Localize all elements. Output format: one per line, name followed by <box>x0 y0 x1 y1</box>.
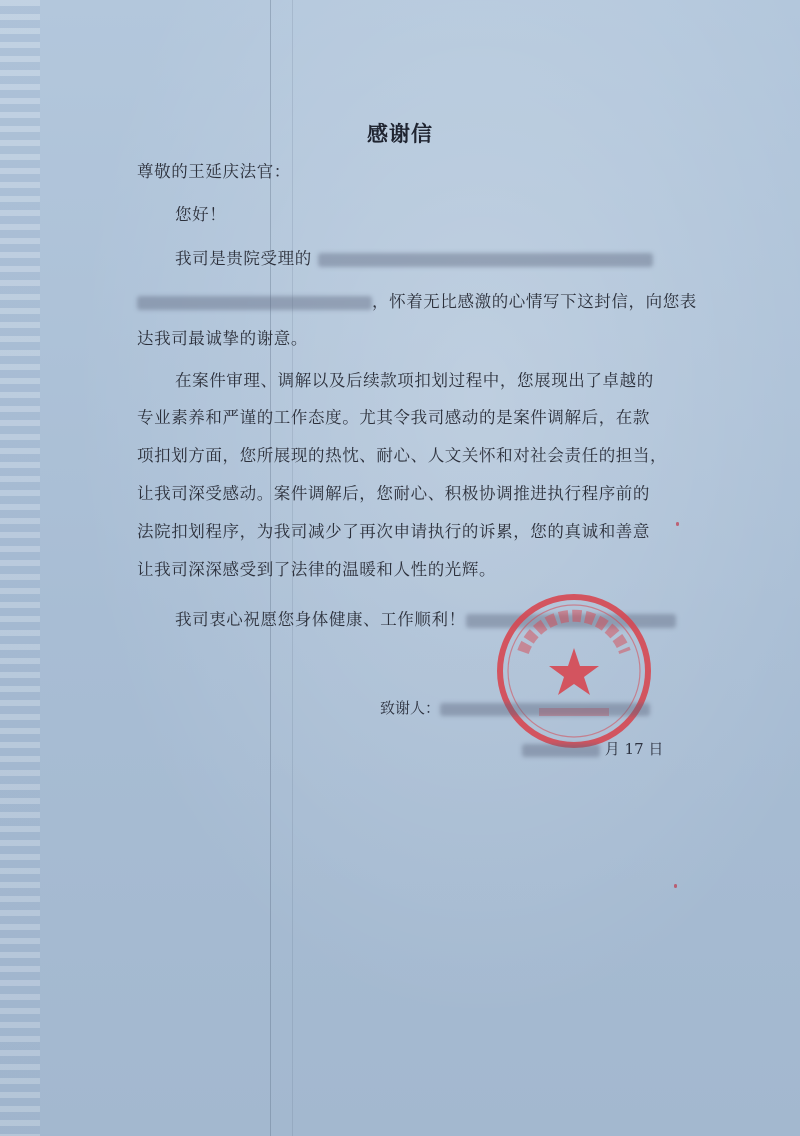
paragraph-2-line-5: 法院扣划程序，为我司减少了再次申请执行的诉累，您的真诚和善意 <box>137 522 650 541</box>
sender-line <box>380 697 650 718</box>
redacted-text <box>522 744 600 757</box>
paragraph-2-line-3: 项扣划方面，您所展现的热忱、耐心、人文关怀和对社会责任的担当， <box>137 446 668 465</box>
date-suffix: 月 17 日 <box>604 740 664 758</box>
date-line <box>522 738 663 759</box>
ink-speck <box>674 884 677 888</box>
text-span: 我司衷心祝愿您身体健康、工作顺利！ <box>175 610 466 629</box>
redacted-text <box>318 253 653 267</box>
text-span: 我司是贵院受理的 <box>175 249 312 268</box>
ink-speck <box>676 522 679 526</box>
paragraph-2-line-6: 让我司深深感受到了法律的温暖和人性的光辉。 <box>137 560 497 579</box>
star-seal-icon <box>493 590 655 752</box>
paragraph-2-line-4: 让我司深受感动。案件调解后，您耐心、积极协调推进执行程序前的 <box>137 484 650 503</box>
paragraph-1-line-2 <box>137 292 697 312</box>
text-span: ，怀着无比感激的心情写下这封信，向您表 <box>372 292 697 311</box>
sender-label: 致谢人： <box>380 699 441 717</box>
paragraph-2-line-2: 专业素养和严谨的工作态度。尤其令我司感动的是案件调解后，在款 <box>137 408 650 427</box>
redacted-text <box>440 703 650 716</box>
scan-edge <box>0 0 40 1136</box>
salutation: 尊敬的王延庆法官： <box>137 162 291 181</box>
letter-title: 感谢信 <box>367 122 433 146</box>
paragraph-1-line-1 <box>175 249 715 269</box>
paragraph-2-line-1: 在案件审理、调解以及后续款项扣划过程中，您展现出了卓越的 <box>175 371 654 390</box>
redacted-text <box>137 296 372 310</box>
paragraph-1-line-3: 达我司最诚挚的谢意。 <box>137 329 308 348</box>
greeting: 您好！ <box>175 205 227 224</box>
